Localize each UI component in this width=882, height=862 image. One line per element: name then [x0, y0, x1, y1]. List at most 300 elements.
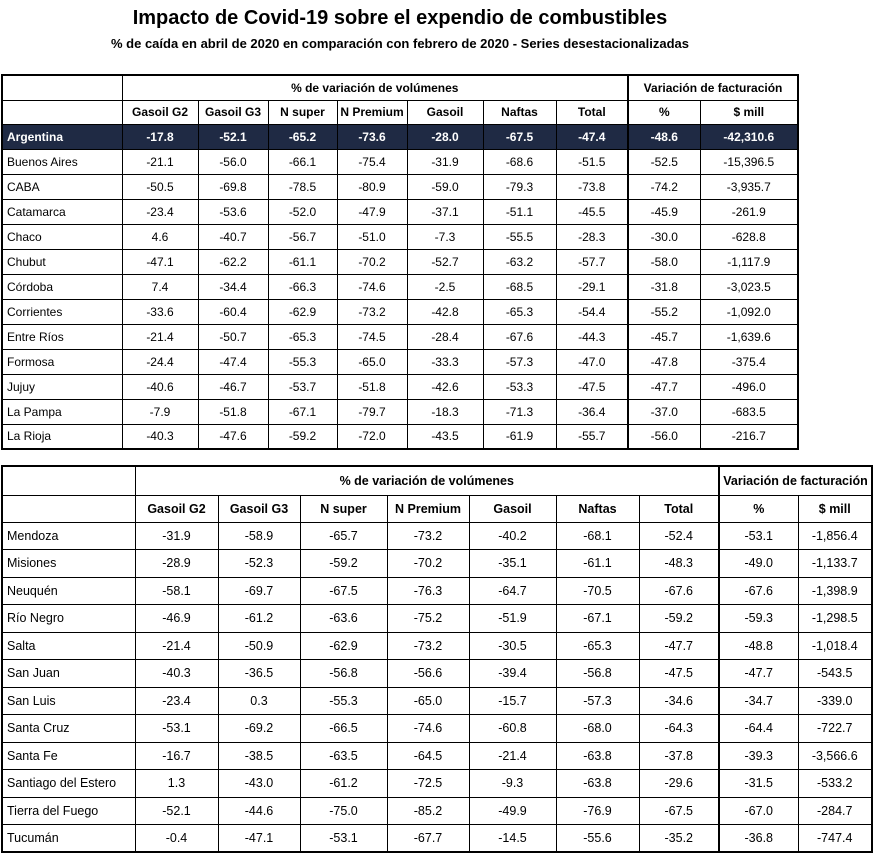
- value-cell: -73.6: [337, 124, 407, 149]
- col-header-total: Total: [639, 495, 719, 522]
- value-cell: -69.8: [198, 174, 268, 199]
- value-cell: -40.3: [122, 424, 198, 449]
- value-cell: -31.5: [719, 770, 798, 798]
- value-cell: -66.3: [268, 274, 337, 299]
- value-cell: -75.4: [337, 149, 407, 174]
- col-header-percent: %: [719, 495, 798, 522]
- value-cell: -57.7: [556, 249, 628, 274]
- value-cell: -28.0: [407, 124, 483, 149]
- value-cell: -42.6: [407, 374, 483, 399]
- col-header-total: Total: [556, 100, 628, 124]
- value-cell: -34.6: [639, 687, 719, 715]
- value-cell: -71.3: [483, 399, 556, 424]
- value-cell: -56.8: [556, 660, 639, 688]
- value-cell: -3,935.7: [700, 174, 798, 199]
- value-cell: -44.3: [556, 324, 628, 349]
- value-cell: -47.7: [639, 632, 719, 660]
- value-cell: -53.1: [300, 825, 387, 853]
- col-header-mill: $ mill: [700, 100, 798, 124]
- value-cell: -48.6: [628, 124, 700, 149]
- table-row: [2, 124, 798, 149]
- province-name: Corrientes: [2, 299, 122, 324]
- value-cell: -533.2: [798, 770, 872, 798]
- value-cell: -49.9: [469, 797, 556, 825]
- value-cell: -64.3: [639, 715, 719, 743]
- value-cell: -39.4: [469, 660, 556, 688]
- value-cell: -7.9: [122, 399, 198, 424]
- value-cell: -1,398.9: [798, 577, 872, 605]
- table-row: [2, 770, 872, 798]
- value-cell: -56.0: [198, 149, 268, 174]
- value-cell: -47.5: [556, 374, 628, 399]
- province-name: San Luis: [2, 687, 135, 715]
- value-cell: -62.9: [268, 299, 337, 324]
- value-cell: -47.4: [198, 349, 268, 374]
- value-cell: -18.3: [407, 399, 483, 424]
- value-cell: -628.8: [700, 224, 798, 249]
- table-provinces-2: [1, 465, 873, 853]
- value-cell: -37.8: [639, 742, 719, 770]
- value-cell: -67.1: [268, 399, 337, 424]
- value-cell: -52.3: [218, 550, 300, 578]
- value-cell: -59.2: [300, 550, 387, 578]
- value-cell: -50.5: [122, 174, 198, 199]
- value-cell: -73.8: [556, 174, 628, 199]
- value-cell: -40.6: [122, 374, 198, 399]
- col-header-n-super: N super: [268, 100, 337, 124]
- col-header-gasoil-g2: Gasoil G2: [122, 100, 198, 124]
- value-cell: -543.5: [798, 660, 872, 688]
- value-cell: -67.6: [639, 577, 719, 605]
- value-cell: -68.0: [556, 715, 639, 743]
- corner-cell: [2, 466, 135, 495]
- value-cell: -21.4: [469, 742, 556, 770]
- value-cell: -58.0: [628, 249, 700, 274]
- province-name: Misiones: [2, 550, 135, 578]
- value-cell: -65.7: [300, 522, 387, 550]
- value-cell: -67.6: [719, 577, 798, 605]
- col-header-gasoil-g2: Gasoil G2: [135, 495, 218, 522]
- value-cell: -51.1: [483, 199, 556, 224]
- value-cell: -64.5: [387, 742, 469, 770]
- value-cell: -52.5: [628, 149, 700, 174]
- value-cell: -65.3: [556, 632, 639, 660]
- value-cell: -76.3: [387, 577, 469, 605]
- value-cell: 7.4: [122, 274, 198, 299]
- value-cell: -15.7: [469, 687, 556, 715]
- value-cell: -62.9: [300, 632, 387, 660]
- value-cell: -70.2: [337, 249, 407, 274]
- table-row: [2, 742, 872, 770]
- value-cell: -75.0: [300, 797, 387, 825]
- value-cell: -72.5: [387, 770, 469, 798]
- value-cell: -74.2: [628, 174, 700, 199]
- value-cell: -47.7: [628, 374, 700, 399]
- province-name: Jujuy: [2, 374, 122, 399]
- value-cell: -34.7: [719, 687, 798, 715]
- value-cell: -59.2: [639, 605, 719, 633]
- province-name: Córdoba: [2, 274, 122, 299]
- value-cell: -35.2: [639, 825, 719, 853]
- province-name: Neuquén: [2, 577, 135, 605]
- province-name: Chaco: [2, 224, 122, 249]
- value-cell: -40.7: [198, 224, 268, 249]
- page-title: Impacto de Covid-19 sobre el expendio de combustibles: [132, 7, 668, 29]
- value-cell: 0.3: [218, 687, 300, 715]
- value-cell: -53.1: [719, 522, 798, 550]
- province-name: Entre Ríos: [2, 324, 122, 349]
- col-header-n-premium: N Premium: [387, 495, 469, 522]
- value-cell: -1,298.5: [798, 605, 872, 633]
- province-name: Argentina: [2, 124, 122, 149]
- value-cell: -17.8: [122, 124, 198, 149]
- value-cell: -51.0: [337, 224, 407, 249]
- value-cell: -63.2: [483, 249, 556, 274]
- table-row: [2, 274, 798, 299]
- value-cell: -339.0: [798, 687, 872, 715]
- col-header-naftas: Naftas: [483, 100, 556, 124]
- corner-cell: [2, 495, 135, 522]
- value-cell: 1.3: [135, 770, 218, 798]
- col-header-naftas: Naftas: [556, 495, 639, 522]
- value-cell: -63.6: [300, 605, 387, 633]
- value-cell: -61.2: [218, 605, 300, 633]
- value-cell: -50.9: [218, 632, 300, 660]
- col-header-gasoil: Gasoil: [469, 495, 556, 522]
- value-cell: -47.1: [218, 825, 300, 853]
- value-cell: 4.6: [122, 224, 198, 249]
- value-cell: -53.7: [268, 374, 337, 399]
- province-name: Formosa: [2, 349, 122, 374]
- value-cell: -65.0: [337, 349, 407, 374]
- value-cell: -43.5: [407, 424, 483, 449]
- value-cell: -53.1: [135, 715, 218, 743]
- value-cell: -1,639.6: [700, 324, 798, 349]
- value-cell: -57.3: [556, 687, 639, 715]
- value-cell: -68.5: [483, 274, 556, 299]
- table-row: [2, 715, 872, 743]
- value-cell: -1,856.4: [798, 522, 872, 550]
- group-header-volume: % de variación de volúmenes: [135, 466, 719, 495]
- value-cell: -74.6: [387, 715, 469, 743]
- province-name: CABA: [2, 174, 122, 199]
- table-row: [2, 550, 872, 578]
- value-cell: -52.1: [135, 797, 218, 825]
- value-cell: -45.5: [556, 199, 628, 224]
- value-cell: -67.6: [483, 324, 556, 349]
- value-cell: -21.1: [122, 149, 198, 174]
- group-header-volume: % de variación de volúmenes: [122, 75, 628, 100]
- value-cell: -60.8: [469, 715, 556, 743]
- col-header-gasoil-g3: Gasoil G3: [198, 100, 268, 124]
- value-cell: -67.5: [300, 577, 387, 605]
- value-cell: -1,092.0: [700, 299, 798, 324]
- value-cell: -59.0: [407, 174, 483, 199]
- value-cell: -33.3: [407, 349, 483, 374]
- value-cell: -722.7: [798, 715, 872, 743]
- value-cell: -52.4: [639, 522, 719, 550]
- value-cell: -38.5: [218, 742, 300, 770]
- value-cell: -80.9: [337, 174, 407, 199]
- value-cell: -0.4: [135, 825, 218, 853]
- value-cell: -68.6: [483, 149, 556, 174]
- province-name: Catamarca: [2, 199, 122, 224]
- value-cell: -73.2: [387, 522, 469, 550]
- col-header-n-premium: N Premium: [337, 100, 407, 124]
- value-cell: -40.3: [135, 660, 218, 688]
- value-cell: -73.2: [337, 299, 407, 324]
- col-header-gasoil-g3: Gasoil G3: [218, 495, 300, 522]
- value-cell: -55.3: [300, 687, 387, 715]
- value-cell: -30.0: [628, 224, 700, 249]
- value-cell: -48.8: [719, 632, 798, 660]
- value-cell: -21.4: [135, 632, 218, 660]
- value-cell: -51.5: [556, 149, 628, 174]
- value-cell: -53.6: [198, 199, 268, 224]
- value-cell: -61.9: [483, 424, 556, 449]
- value-cell: -47.8: [628, 349, 700, 374]
- value-cell: -34.4: [198, 274, 268, 299]
- value-cell: -37.1: [407, 199, 483, 224]
- value-cell: -56.7: [268, 224, 337, 249]
- value-cell: -67.5: [483, 124, 556, 149]
- value-cell: -9.3: [469, 770, 556, 798]
- col-header-n-super: N super: [300, 495, 387, 522]
- value-cell: -59.3: [719, 605, 798, 633]
- value-cell: -42,310.6: [700, 124, 798, 149]
- value-cell: -64.4: [719, 715, 798, 743]
- value-cell: -21.4: [122, 324, 198, 349]
- value-cell: -14.5: [469, 825, 556, 853]
- value-cell: -46.7: [198, 374, 268, 399]
- table-row: [2, 577, 872, 605]
- value-cell: -74.6: [337, 274, 407, 299]
- value-cell: -33.6: [122, 299, 198, 324]
- value-cell: -35.1: [469, 550, 556, 578]
- value-cell: -61.1: [268, 249, 337, 274]
- province-name: La Rioja: [2, 424, 122, 449]
- province-name: Santiago del Estero: [2, 770, 135, 798]
- corner-cell: [2, 100, 122, 124]
- value-cell: -1,117.9: [700, 249, 798, 274]
- value-cell: -7.3: [407, 224, 483, 249]
- value-cell: -67.1: [556, 605, 639, 633]
- group-header-billing: Variación de facturación: [628, 75, 798, 100]
- value-cell: -51.8: [337, 374, 407, 399]
- value-cell: -23.4: [135, 687, 218, 715]
- value-cell: -55.3: [268, 349, 337, 374]
- province-name: Chubut: [2, 249, 122, 274]
- value-cell: -28.3: [556, 224, 628, 249]
- value-cell: -67.0: [719, 797, 798, 825]
- table-row: [2, 797, 872, 825]
- value-cell: -69.2: [218, 715, 300, 743]
- value-cell: -52.1: [198, 124, 268, 149]
- value-cell: -55.7: [556, 424, 628, 449]
- province-name: Mendoza: [2, 522, 135, 550]
- value-cell: -47.1: [122, 249, 198, 274]
- value-cell: -48.3: [639, 550, 719, 578]
- value-cell: -16.7: [135, 742, 218, 770]
- table-row: [2, 632, 872, 660]
- value-cell: -42.8: [407, 299, 483, 324]
- value-cell: -63.5: [300, 742, 387, 770]
- table-row: [2, 424, 798, 449]
- table-row: [2, 174, 798, 199]
- value-cell: -61.1: [556, 550, 639, 578]
- value-cell: -37.0: [628, 399, 700, 424]
- value-cell: -49.0: [719, 550, 798, 578]
- col-header-mill: $ mill: [798, 495, 872, 522]
- value-cell: -65.2: [268, 124, 337, 149]
- value-cell: -216.7: [700, 424, 798, 449]
- value-cell: -55.6: [556, 825, 639, 853]
- value-cell: -44.6: [218, 797, 300, 825]
- value-cell: -375.4: [700, 349, 798, 374]
- value-cell: -63.8: [556, 770, 639, 798]
- value-cell: -56.6: [387, 660, 469, 688]
- value-cell: -45.9: [628, 199, 700, 224]
- value-cell: -51.9: [469, 605, 556, 633]
- value-cell: -46.9: [135, 605, 218, 633]
- value-cell: -60.4: [198, 299, 268, 324]
- value-cell: -78.5: [268, 174, 337, 199]
- value-cell: -69.7: [218, 577, 300, 605]
- value-cell: -76.9: [556, 797, 639, 825]
- value-cell: -51.8: [198, 399, 268, 424]
- table-row: [2, 522, 872, 550]
- value-cell: -3,566.6: [798, 742, 872, 770]
- value-cell: -28.4: [407, 324, 483, 349]
- table-row: [2, 687, 872, 715]
- table-row: [2, 374, 798, 399]
- value-cell: -67.5: [639, 797, 719, 825]
- value-cell: -52.0: [268, 199, 337, 224]
- value-cell: -63.8: [556, 742, 639, 770]
- value-cell: -47.4: [556, 124, 628, 149]
- group-header-billing: Variación de facturación: [719, 466, 872, 495]
- table-row: [2, 249, 798, 274]
- value-cell: -47.0: [556, 349, 628, 374]
- table-row: [2, 199, 798, 224]
- value-cell: -47.7: [719, 660, 798, 688]
- table-provinces-1: [1, 74, 799, 450]
- value-cell: -28.9: [135, 550, 218, 578]
- value-cell: -43.0: [218, 770, 300, 798]
- value-cell: -57.3: [483, 349, 556, 374]
- value-cell: -59.2: [268, 424, 337, 449]
- province-name: Tierra del Fuego: [2, 797, 135, 825]
- value-cell: -3,023.5: [700, 274, 798, 299]
- value-cell: -68.1: [556, 522, 639, 550]
- value-cell: -496.0: [700, 374, 798, 399]
- value-cell: -683.5: [700, 399, 798, 424]
- col-header-gasoil: Gasoil: [407, 100, 483, 124]
- value-cell: -74.5: [337, 324, 407, 349]
- value-cell: -65.3: [268, 324, 337, 349]
- value-cell: -47.6: [198, 424, 268, 449]
- value-cell: -15,396.5: [700, 149, 798, 174]
- value-cell: -31.8: [628, 274, 700, 299]
- page-subtitle: % de caída en abril de 2020 en comparación con febrero de 2020 - Series desestacionalizadas: [110, 36, 690, 51]
- table-row: [2, 149, 798, 174]
- value-cell: -29.6: [639, 770, 719, 798]
- province-name: Buenos Aires: [2, 149, 122, 174]
- table-row: [2, 399, 798, 424]
- value-cell: -53.3: [483, 374, 556, 399]
- value-cell: -70.2: [387, 550, 469, 578]
- value-cell: -70.5: [556, 577, 639, 605]
- province-name: Tucumán: [2, 825, 135, 853]
- table-row: [2, 324, 798, 349]
- value-cell: -75.2: [387, 605, 469, 633]
- value-cell: -24.4: [122, 349, 198, 374]
- value-cell: -40.2: [469, 522, 556, 550]
- table-row: [2, 825, 872, 853]
- table-row: [2, 299, 798, 324]
- value-cell: -72.0: [337, 424, 407, 449]
- value-cell: -54.4: [556, 299, 628, 324]
- value-cell: -79.3: [483, 174, 556, 199]
- province-name: Salta: [2, 632, 135, 660]
- value-cell: -36.4: [556, 399, 628, 424]
- value-cell: -47.5: [639, 660, 719, 688]
- value-cell: -64.7: [469, 577, 556, 605]
- value-cell: -56.0: [628, 424, 700, 449]
- value-cell: -52.7: [407, 249, 483, 274]
- value-cell: -31.9: [407, 149, 483, 174]
- value-cell: -30.5: [469, 632, 556, 660]
- value-cell: -62.2: [198, 249, 268, 274]
- value-cell: -47.9: [337, 199, 407, 224]
- value-cell: -58.9: [218, 522, 300, 550]
- value-cell: -50.7: [198, 324, 268, 349]
- value-cell: -1,018.4: [798, 632, 872, 660]
- value-cell: -36.8: [719, 825, 798, 853]
- value-cell: -29.1: [556, 274, 628, 299]
- value-cell: -31.9: [135, 522, 218, 550]
- province-name: Río Negro: [2, 605, 135, 633]
- value-cell: -85.2: [387, 797, 469, 825]
- value-cell: -284.7: [798, 797, 872, 825]
- table-row: [2, 605, 872, 633]
- province-name: Santa Fe: [2, 742, 135, 770]
- value-cell: -1,133.7: [798, 550, 872, 578]
- value-cell: -45.7: [628, 324, 700, 349]
- table-row: [2, 224, 798, 249]
- value-cell: -747.4: [798, 825, 872, 853]
- value-cell: -58.1: [135, 577, 218, 605]
- value-cell: -55.2: [628, 299, 700, 324]
- value-cell: -66.1: [268, 149, 337, 174]
- value-cell: -56.8: [300, 660, 387, 688]
- province-name: Santa Cruz: [2, 715, 135, 743]
- value-cell: -23.4: [122, 199, 198, 224]
- value-cell: -261.9: [700, 199, 798, 224]
- value-cell: -65.0: [387, 687, 469, 715]
- value-cell: -2.5: [407, 274, 483, 299]
- value-cell: -36.5: [218, 660, 300, 688]
- value-cell: -66.5: [300, 715, 387, 743]
- value-cell: -73.2: [387, 632, 469, 660]
- province-name: La Pampa: [2, 399, 122, 424]
- table-row: [2, 660, 872, 688]
- table-row: [2, 349, 798, 374]
- province-name: San Juan: [2, 660, 135, 688]
- value-cell: -65.3: [483, 299, 556, 324]
- value-cell: -79.7: [337, 399, 407, 424]
- corner-cell: [2, 75, 122, 100]
